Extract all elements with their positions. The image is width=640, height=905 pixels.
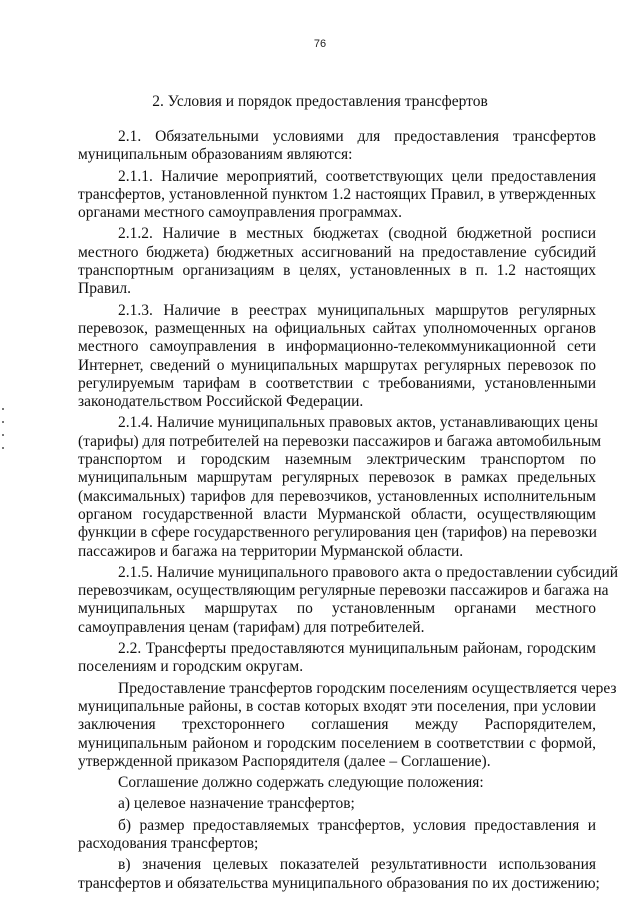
paragraph: [78, 225, 596, 298]
text-line: 2.1.1. Наличие мероприятий, соответствующих цели предоставления: [118, 167, 596, 185]
text-line: Интернет, сведений о муниципальных маршрутах регулярных перевозок по: [78, 356, 596, 374]
paragraph: [78, 414, 602, 560]
text-line: регулируемым тарифам в соответствии с требованиями, установленными: [78, 374, 596, 392]
text-line: муниципальных маршрутах по установленным органами местного: [78, 600, 596, 618]
text-line: Предоставление трансфертов городским поселениям осуществляется через: [118, 679, 617, 697]
text-line: Правил.: [78, 280, 132, 298]
text-line: перевозок, размещенных на официальных сайтах уполномоченных органов: [78, 319, 596, 337]
text-line: перевозчикам, осуществляющим регулярные перевозки пассажиров и багажа на: [78, 582, 609, 600]
text-line: трансфертов, установленной пунктом 1.2 настоящих Правил, в утвержденных: [78, 185, 596, 203]
text-line: б) размер предоставляемых трансфертов, условия предоставления и: [118, 816, 596, 834]
text-line: трансфертов и обязательства муниципального образования по их достижению;: [78, 874, 600, 892]
text-line: (тарифы) для потребителей на перевозки пассажиров и багажа автомобильным: [78, 432, 602, 450]
text-line: (максимальных) тарифов для перевозчиков, установленных исполнительным: [78, 487, 596, 505]
paragraph: [78, 856, 600, 893]
paragraph: [78, 168, 596, 223]
paragraph: [78, 640, 596, 677]
paragraph: [78, 302, 596, 412]
paragraph: [78, 563, 619, 637]
paragraph: [78, 774, 596, 792]
text-line: поселениям и городским округам.: [78, 658, 304, 676]
text-line: органом государственной власти Мурманской области, осуществляющим: [78, 505, 596, 523]
text-line: 2.1.2. Наличие в местных бюджетах (сводной бюджетной росписи: [118, 225, 596, 243]
text-line: заключения трехстороннего соглашения между Распорядителем,: [78, 716, 596, 734]
text-line: транспортом и городским наземным электрическим транспортом по: [78, 451, 596, 469]
text-line: 2.2. Трансферты предоставляются муниципальным районам, городским: [118, 640, 596, 658]
text-line: муниципальные районы, в состав которых входят эти поселения, при условии: [78, 697, 596, 715]
scan-margin-marks: [2, 408, 8, 460]
text-line: муниципальным районом и городским поселением в соответствии с формой,: [78, 734, 596, 752]
text-line: расходования трансфертов;: [78, 834, 259, 852]
paragraph: [78, 817, 596, 854]
document-body: [78, 128, 619, 893]
text-line: функции в сфере государственного регулирования цен (тарифов) на перевозки: [78, 524, 597, 542]
text-line: транспортным организациям в целях, установленных в п. 1.2 настоящих: [78, 262, 596, 280]
text-line: 2.1. Обязательными условиями для предоставления трансфертов: [118, 128, 596, 145]
text-line: муниципальным образованиям являются:: [78, 146, 353, 164]
text-line: а) целевое назначение трансфертов;: [118, 795, 355, 813]
text-line: законодательством Российской Федерации.: [78, 393, 364, 411]
text-line: местного бюджета) бюджетных ассигнований на предоставление субсидий: [78, 243, 596, 261]
text-line: органами местного самоуправления программах.: [78, 204, 402, 222]
text-line: самоуправления ценам (тарифам) для потребителей.: [78, 618, 425, 636]
text-line: 2.1.5. Наличие муниципального правового акта о предоставлении субсидий: [118, 563, 619, 581]
text-line: 2.1.4. Наличие муниципальных правовых актов, устанавливающих цены: [118, 414, 598, 432]
text-line: муниципальным маршрутам регулярных перевозок в рамках предельных: [78, 469, 596, 487]
section-heading: 2. Условия и порядок предоставления трансфертов: [152, 93, 488, 110]
text-line: 2.1.3. Наличие в реестрах муниципальных маршрутов регулярных: [118, 301, 596, 319]
text-line: местного самоуправления в информационно-телекоммуникационной сети: [78, 338, 596, 356]
paragraph: [78, 679, 617, 771]
paragraph: [78, 128, 596, 165]
page-number: 76: [313, 38, 327, 50]
text-line: утвержденной приказом Распорядителя (далее – Соглашение).: [78, 752, 491, 770]
text-line: Соглашение должно содержать следующие положения:: [118, 774, 484, 792]
text-line: пассажиров и багажа на территории Мурманской области.: [78, 542, 464, 560]
text-line: в) значения целевых показателей результативности использования: [118, 856, 596, 874]
paragraph: [78, 795, 596, 813]
